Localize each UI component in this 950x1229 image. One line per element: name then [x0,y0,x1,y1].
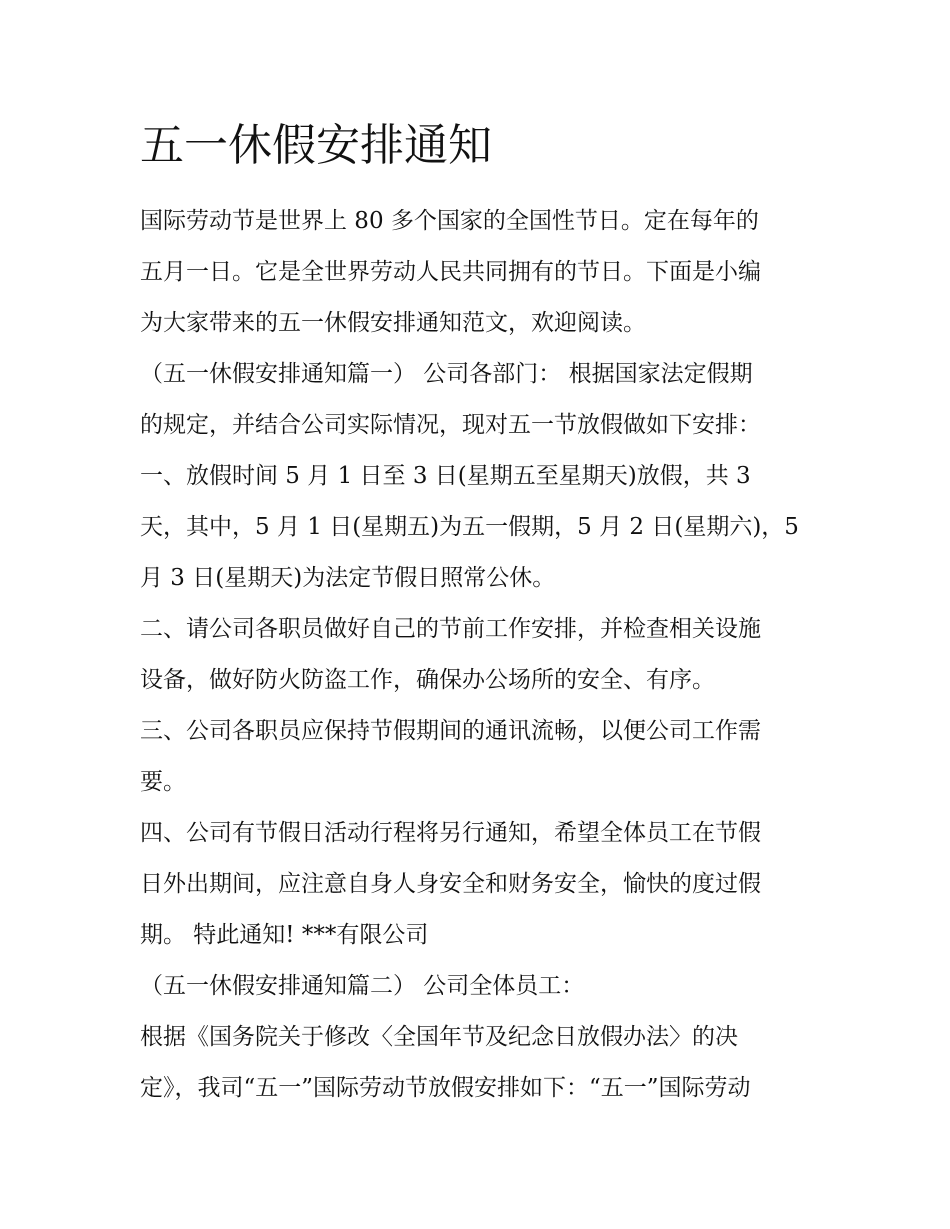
document-title: 五一休假安排通知 [140,120,492,171]
text-line: 期。 特此通知! ***有限公司 [140,922,429,948]
text-line: 设备，做好防火防盗工作，确保办公场所的安全、有序。 [140,667,715,693]
text-line: 国际劳动节是世界上 80 多个国家的全国性节日。定在每年的 [140,208,759,234]
text-line: 天，其中，5 月 1 日(星期五)为五一假期，5 月 2 日(星期六)，5 [140,514,799,540]
text-line: 三、公司各职员应保持节假期间的通讯流畅，以便公司工作需 [140,718,761,744]
text-line: 月 3 日(星期天)为法定节假日照常公休。 [140,565,556,591]
text-line: 四、公司有节假日活动行程将另行通知，希望全体员工在节假 [140,820,761,846]
text-line: 为大家带来的五一休假安排通知范文，欢迎阅读。 [140,310,646,336]
text-line: 定》，我司“五一”国际劳动节放假安排如下：“五一”国际劳动 [140,1075,751,1101]
text-line: （五一休假安排通知篇一） 公司各部门： 根据国家法定假期 [140,361,753,387]
text-line: 五月一日。它是全世界劳动人民共同拥有的节日。下面是小编 [140,259,761,285]
text-line: 日外出期间，应注意自身人身安全和财务安全，愉快的度过假 [140,871,761,897]
text-line: 要。 [140,769,186,795]
text-line: 根据《国务院关于修改〈全国年节及纪念日放假办法〉的决 [140,1024,738,1050]
text-line: 二、请公司各职员做好自己的节前工作安排，并检查相关设施 [140,616,761,642]
text-line: 的规定，并结合公司实际情况，现对五一节放假做如下安排： [140,412,761,438]
document-body [140,196,830,1114]
text-line: 一、放假时间 5 月 1 日至 3 日(星期五至星期天)放假，共 3 [140,463,751,489]
text-line: （五一休假安排通知篇二） 公司全体员工： [140,973,585,999]
